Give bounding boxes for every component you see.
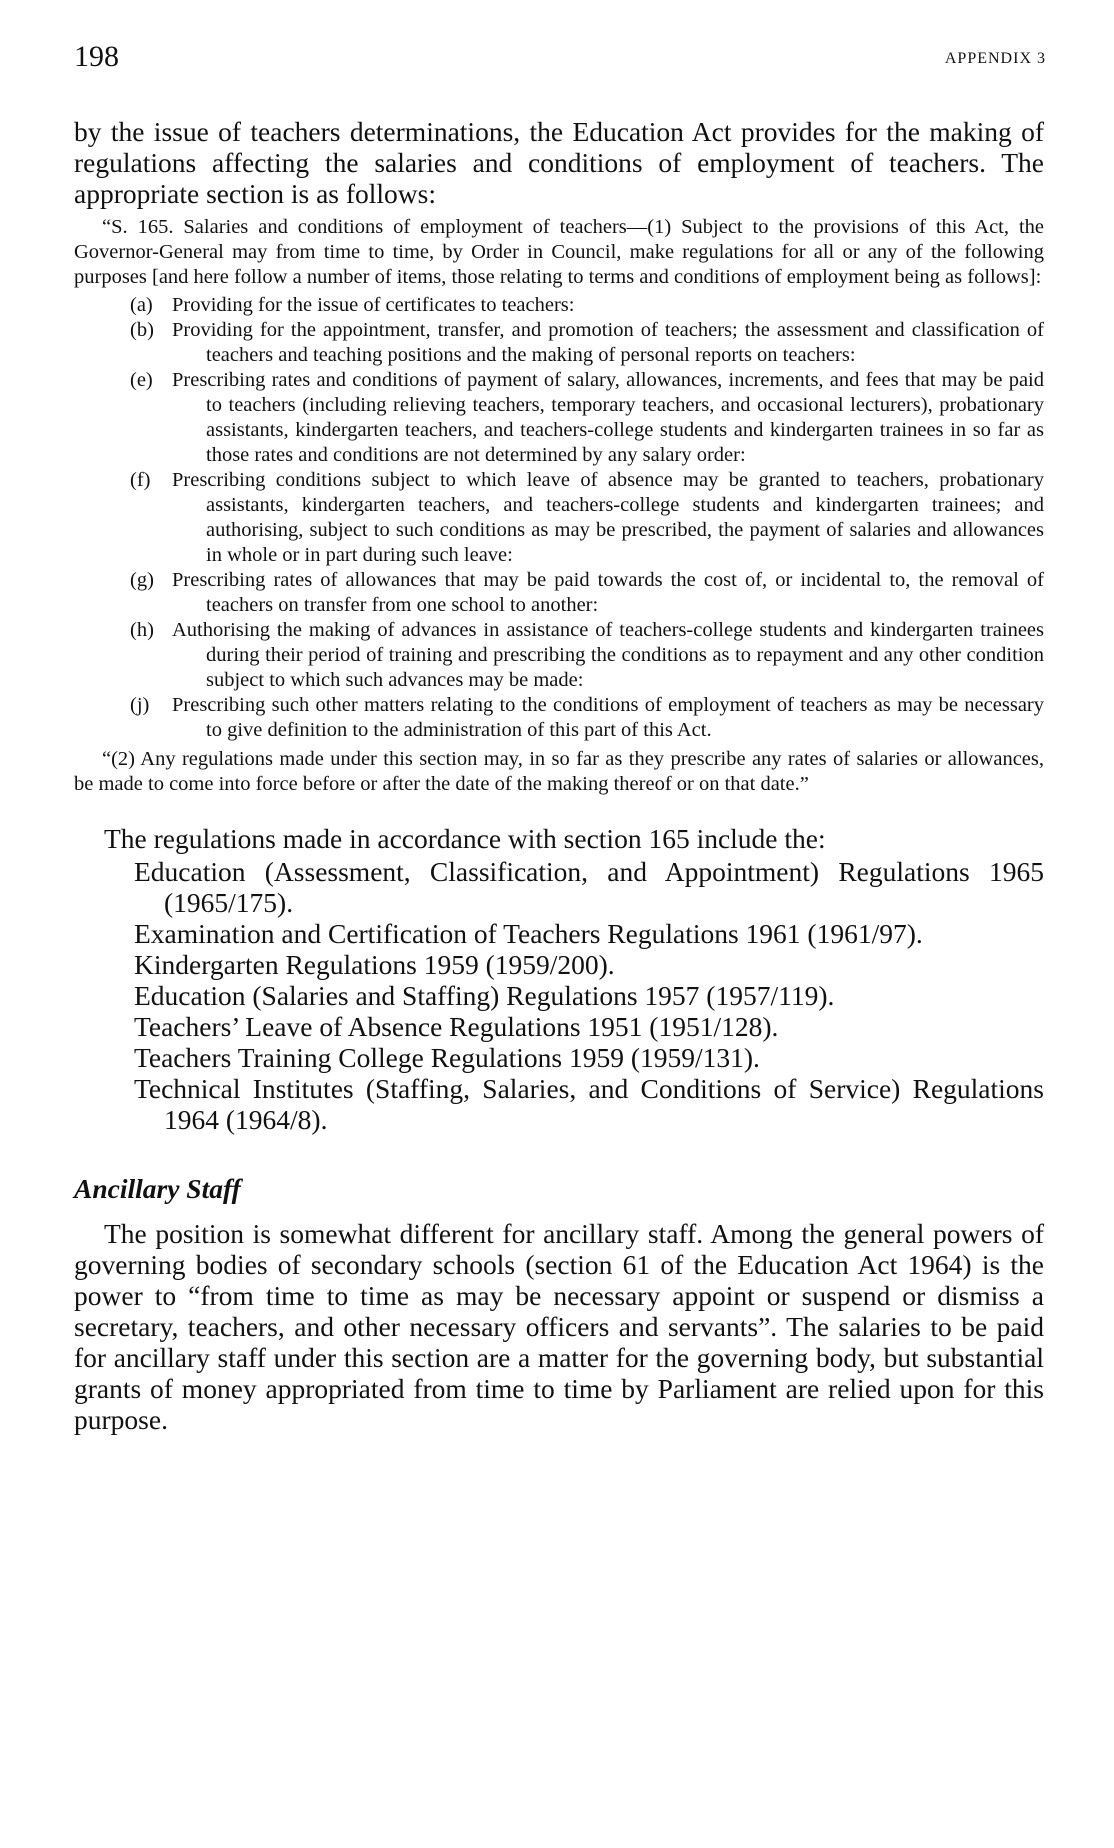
regulation-item: Examination and Certification of Teachers Regulations 1961 (1961/97).: [134, 918, 923, 949]
quote-item-label: (h): [130, 619, 154, 641]
quote-closing: “(2) Any regulations made under this section may, in so far as they prescribe any rates of salaries or allowances, be made to come into force before or after the date of the making thereof or on that date.”: [74, 748, 1044, 795]
quote-item-text: Prescribing such other matters relating to the conditions of employment of teachers as may be necessary to give definition to the administration of this part of this Act.: [172, 694, 1044, 741]
quote-item: [130, 368, 1044, 468]
ancillary-paragraph: The position is somewhat different for ancillary staff. Among the general powers of governing bodies of secondary schools (section 61 of the Education Act 1964) is the power to “from time to time as may be necessary appoint or suspend or dismiss a secretary, teachers, and other necessary officers and servants”. The salaries to be paid for ancillary staff under this section are a matter for the governing body, but substantial grants of money appropriated from time to time by Parliament are relied upon for this purpose.: [74, 1218, 1044, 1435]
quote-opening: “S. 165. Salaries and conditions of employment of teachers—(1) Subject to the provisions of this Act, the Governor-General may from time to time, by Order in Council, make regulations for all or any of the following purposes [and here follow a number of items, those relating to terms and conditions of employment being as follows]:: [74, 216, 1044, 288]
quote-item-label: (f): [130, 469, 151, 491]
regulation-item: Kindergarten Regulations 1959 (1959/200).: [134, 949, 615, 980]
quote-item-list: [74, 293, 1044, 743]
intro-paragraph: by the issue of teachers determinations, the Education Act provides for the making of regulations affecting the salaries and conditions of employment of teachers. The appropriate section is as follows:: [74, 116, 1044, 209]
running-head: APPENDIX 3: [944, 50, 1046, 67]
quote-item-label: (j): [130, 694, 150, 716]
quote-item: [130, 293, 1044, 318]
page-body: [74, 116, 1044, 1435]
quote-item-text: Prescribing rates of allowances that may be paid towards the cost of, or incidental to, the removal of teachers on transfer from one school to another:: [172, 569, 1044, 616]
regulation-item: Teachers’ Leave of Absence Regulations 1951 (1951/128).: [134, 1011, 779, 1042]
regulation-item: Education (Salaries and Staffing) Regulations 1957 (1957/119).: [134, 980, 835, 1011]
quote-item-label: (a): [130, 294, 153, 316]
section-heading: Ancillary Staff: [74, 1173, 241, 1204]
quote-item: [130, 693, 1044, 743]
page-header: [74, 40, 1046, 80]
regulations-intro: The regulations made in accordance with section 165 include the:: [104, 823, 826, 854]
statute-quote: [74, 215, 1044, 797]
quote-item-label: (b): [130, 319, 154, 341]
quote-item: [130, 618, 1044, 693]
regulation-item: Education (Assessment, Classification, and Appointment) Regulations 1965 (1965/175).: [134, 856, 1044, 918]
regulation-item: Teachers Training College Regulations 1959 (1959/131).: [134, 1042, 760, 1073]
quote-item-text: Prescribing conditions subject to which leave of absence may be granted to teachers, probationary assistants, kindergarten teachers, and teachers-college students and kindergarten trainees; and authorising, subject to such conditions as may be prescribed, the payment of salaries and allowances in whole or in part during such leave:: [172, 469, 1044, 566]
quote-item-text: Providing for the appointment, transfer, and promotion of teachers; the assessment and classification of teachers and teaching positions and the making of personal reports on teachers:: [172, 319, 1044, 366]
quote-item-label: (e): [130, 369, 153, 391]
quote-item: [130, 318, 1044, 368]
regulations-list: [74, 856, 1044, 1135]
quote-item-text: Authorising the making of advances in assistance of teachers-college students and kindergarten trainees during their period of training and prescribing the conditions as to repayment and any other condition subject to which such advances may be made:: [172, 619, 1044, 691]
regulation-item: Technical Institutes (Staffing, Salaries, and Conditions of Service) Regulations 1964 (1964/8).: [134, 1073, 1044, 1135]
quote-item-text: Providing for the issue of certificates to teachers:: [172, 294, 575, 316]
quote-item-text: Prescribing rates and conditions of payment of salary, allowances, increments, and fees that may be paid to teachers (including relieving teachers, temporary teachers, and occasional lecturers), probationary assistants, kindergarten teachers, and teachers-college students and kindergarten trainees in so far as those rates and conditions are not determined by any salary order:: [172, 369, 1044, 466]
quote-item-label: (g): [130, 569, 154, 591]
quote-item: [130, 468, 1044, 568]
page-number: 198: [74, 40, 119, 73]
quote-item: [130, 568, 1044, 618]
